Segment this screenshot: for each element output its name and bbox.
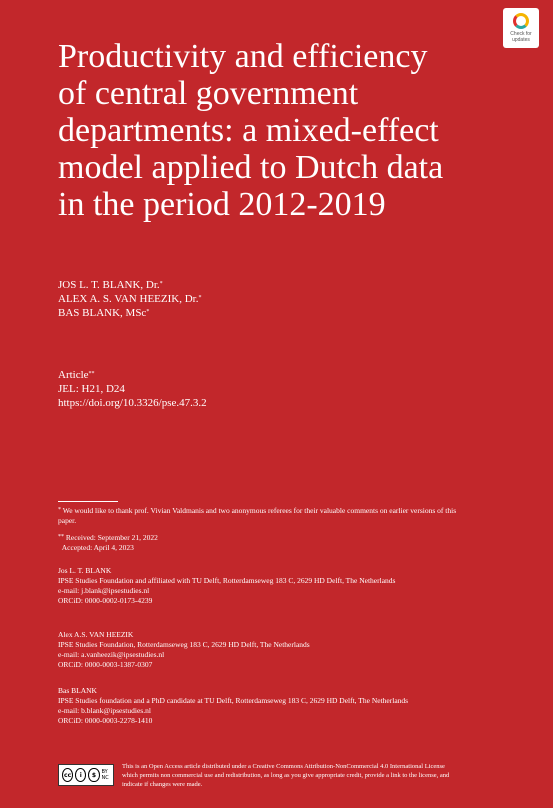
affiliation-org: IPSE Studies Foundation, Rotterdamseweg 183 C, 2629 HD Delft, The Netherlands [58, 640, 310, 649]
received-date: Received: September 21, 2022 [65, 533, 158, 542]
affiliation-name: Jos L. T. BLANK [58, 566, 112, 575]
accepted-date: Accepted: April 4, 2023 [61, 543, 134, 552]
author-1: JOS L. T. BLANK, Dr.* [58, 279, 163, 291]
attribution-icon: i [75, 768, 86, 782]
doi-link[interactable]: https://doi.org/10.3326/pse.47.3.2 [58, 397, 207, 409]
affiliation-org: IPSE Studies Foundation and affiliated with TU Delft, Rotterdamseweg 183 C, 2629 HD Delft, The Netherlands [58, 576, 396, 585]
affiliation-email[interactable]: e-mail: a.vanheezik@ipsestudies.nl [58, 650, 165, 659]
article-type: Article** [58, 369, 95, 381]
author-2: ALEX A. S. VAN HEEZIK, Dr.* [58, 293, 202, 305]
creative-commons-badge[interactable] [58, 764, 114, 786]
noncommercial-icon: $ [88, 768, 99, 782]
affiliation-3 [58, 686, 458, 726]
affiliation-orcid[interactable]: ORCiD: 0000-0003-2278-1410 [58, 716, 153, 725]
check-for-updates-label [510, 31, 531, 43]
author-list [58, 278, 201, 320]
article-meta [58, 368, 207, 410]
affiliation-orcid[interactable]: ORCiD: 0000-0003-1387-0307 [58, 660, 153, 669]
jel-codes: JEL: H21, D24 [58, 383, 125, 395]
dates-footnote: ** Received: September 21, 2022 Accepted: April 4, 2023 [58, 533, 158, 552]
acknowledgement-footnote: * We would like to thank prof. Vivian Valdmanis and two anonymous referees for their valuable comments on earlier versions of this paper. [58, 506, 457, 525]
crossmark-icon [513, 13, 529, 29]
affiliation-email[interactable]: e-mail: j.blank@ipsestudies.nl [58, 586, 150, 595]
license-text: This is an Open Access article distributed under a Creative Commons Attribution-NonCommercial 4.0 International License which permits non commercial use and redistribution, as long as you give appropriate credit, provide a link to the license, and indicate if changes were made. [122, 763, 450, 788]
footnote-divider [58, 501, 118, 502]
cc-badge-text: BY NC [101, 769, 109, 781]
article-title: Productivity and efficiency of central government departments: a mixed-effect model applied to Dutch data in the period 2012-2019 [58, 38, 444, 223]
badge-label-line2: updates [512, 37, 530, 43]
author-3: BAS BLANK, MSc* [58, 307, 150, 319]
affiliation-2 [58, 630, 458, 670]
check-for-updates-badge[interactable] [503, 8, 539, 48]
affiliation-1 [58, 566, 458, 606]
affiliation-name: Bas BLANK [58, 686, 97, 695]
affiliation-email[interactable]: e-mail: b.blank@ipsestudies.nl [58, 706, 151, 715]
affiliation-org: IPSE Studies foundation and a PhD candidate at TU Delft, Rotterdamseweg 183 C, 2629 HD Delft, The Netherlands [58, 696, 409, 705]
badge-label-line1: Check for [510, 31, 532, 37]
affiliation-name: Alex A.S. VAN HEEZIK [58, 630, 134, 639]
affiliation-orcid[interactable]: ORCiD: 0000-0002-0173-4239 [58, 596, 153, 605]
cc-icon: cc [62, 768, 73, 782]
